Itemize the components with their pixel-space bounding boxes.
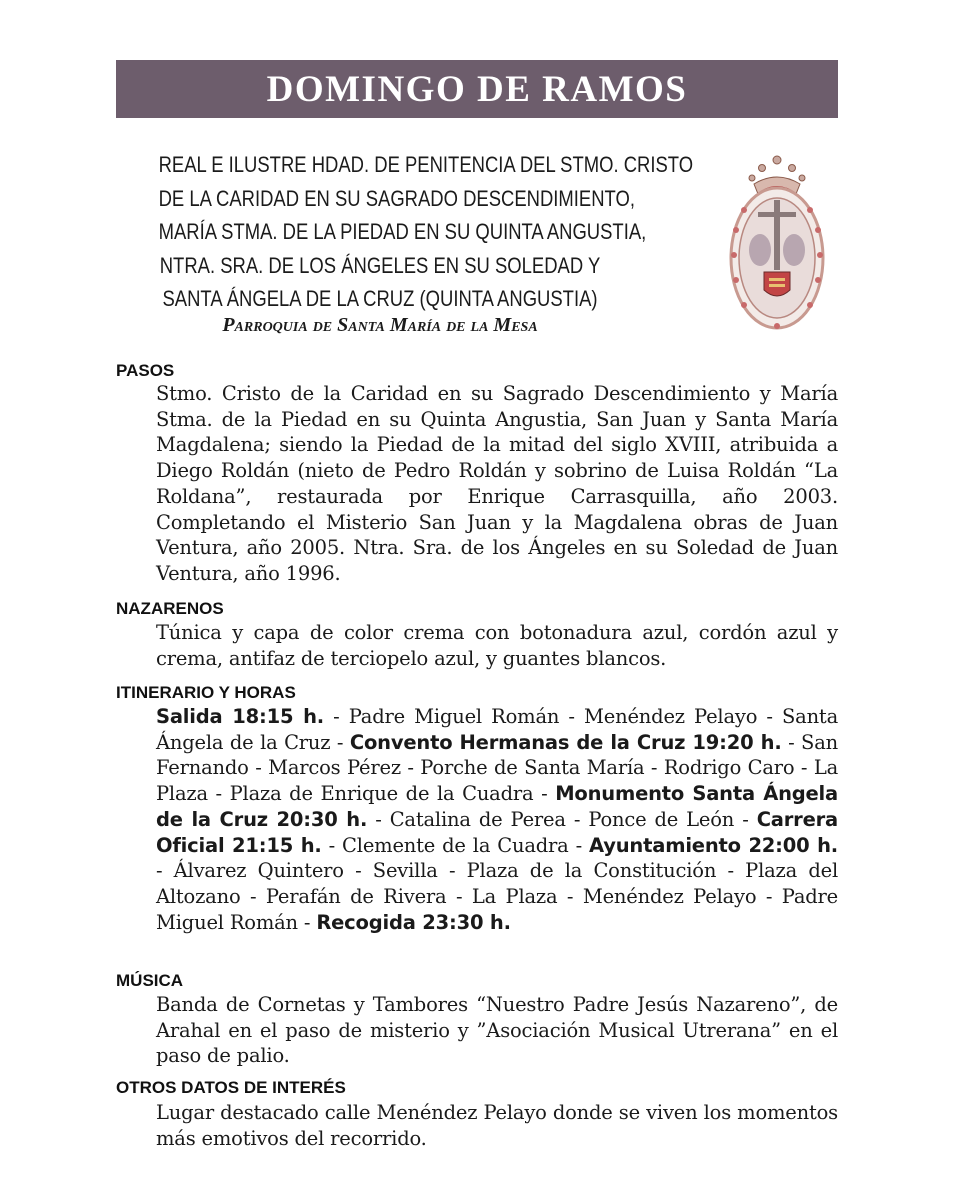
title-banner bbox=[116, 60, 838, 118]
brotherhood-name bbox=[110, 148, 694, 316]
brotherhood-line: MARÍA STMA. DE LA PIEDAD EN SU QUINTA ANGUSTIA, bbox=[158, 219, 647, 245]
itinerary-route: - San Fernando - Marcos Pérez - Porche de Santa María - Rodrigo Caro - La Plaza - Plaza de Enrique de la Cuadra - bbox=[156, 730, 838, 806]
brotherhood-line: NTRA. SRA. DE LOS ÁNGELES EN SU SOLEDAD Y bbox=[159, 252, 601, 278]
brotherhood-line: SANTA ÁNGELA DE LA CRUZ (QUINTA ANGUSTIA) bbox=[162, 286, 598, 312]
itinerary-milestone: Carrera Oficial 21:15 h. bbox=[156, 807, 838, 857]
section-heading-musica: MÚSICA bbox=[116, 971, 184, 990]
section-text-nazarenos: Túnica y capa de color crema con botonadura azul, cordón azul y crema, antifaz de terciopelo azul, y guantes blancos. bbox=[156, 621, 838, 670]
itinerary-milestone: Ayuntamiento 22:00 h. bbox=[589, 833, 839, 857]
itinerary-route: - Clemente de la Cuadra - bbox=[321, 833, 590, 857]
section-heading-itinerario: ITINERARIO Y HORAS bbox=[116, 683, 296, 702]
itinerary-route: - Padre Miguel Román - Menéndez Pelayo - Santa Ángela de la Cruz - bbox=[156, 705, 838, 754]
itinerary-milestone: Salida 18:15 h. bbox=[156, 705, 324, 728]
section-heading-otros: OTROS DATOS DE INTERÉS bbox=[116, 1078, 346, 1097]
itinerary-milestone: Monumento Santa Ángela de la Cruz 20:30 h. bbox=[156, 782, 838, 831]
section-text-otros: Lugar destacado calle Menéndez Pelayo donde se viven los momentos más emotivos del recorrido. bbox=[156, 1101, 838, 1150]
itinerary-milestone: Recogida 23:30 h. bbox=[316, 910, 511, 934]
section-text-itinerario bbox=[156, 704, 838, 935]
section-text-musica: Banda de Cornetas y Tambores “Nuestro Padre Jesús Nazareno”, de Arahal en el paso de misterio y ”Asociación Musical Utrerana” en el paso de palio. bbox=[156, 993, 838, 1068]
itinerary-route: - Álvarez Quintero - Sevilla - Plaza de la Constitución - Plaza del Altozano - Perafán de Rivera - La Plaza - Menéndez Pelayo - Padre Miguel Román - bbox=[156, 859, 838, 934]
section-heading-nazarenos: NAZARENOS bbox=[116, 599, 224, 618]
section-heading-pasos: PASOS bbox=[116, 361, 175, 380]
brotherhood-line: REAL E ILUSTRE HDAD. DE PENITENCIA DEL STMO. CRISTO bbox=[158, 152, 694, 177]
itinerary-milestone: Convento Hermanas de la Cruz 19:20 h. bbox=[349, 730, 782, 754]
section-text-pasos: Stmo. Cristo de la Caridad en su Sagrado Descendimiento y María Stma. de la Piedad en su Quinta Angustia, San Juan y Santa María Magdalena; siendo la Piedad de la mitad del siglo XVIII, atribuida a Diego Roldán (nieto de Pedro Roldán y sobrino de Luisa Roldán “La Roldana”, restaurada por Enrique Carrasquilla, año 2003. Completando el Misterio San Juan y la Magdalena obras de Juan Ventura, año 2005. Ntra. Sra. de los Ángeles en su Soledad de Juan Ventura, año 1996. bbox=[156, 382, 838, 585]
page-title: DOMINGO DE RAMOS bbox=[266, 68, 688, 110]
brotherhood-line: DE LA CARIDAD EN SU SAGRADO DESCENDIMIENTO, bbox=[158, 185, 635, 211]
itinerary-route: - Catalina de Perea - Ponce de León - bbox=[367, 807, 757, 831]
coat-of-arms-icon bbox=[722, 150, 832, 332]
parish-name: Parroquia de Santa María de la Mesa bbox=[222, 314, 538, 336]
